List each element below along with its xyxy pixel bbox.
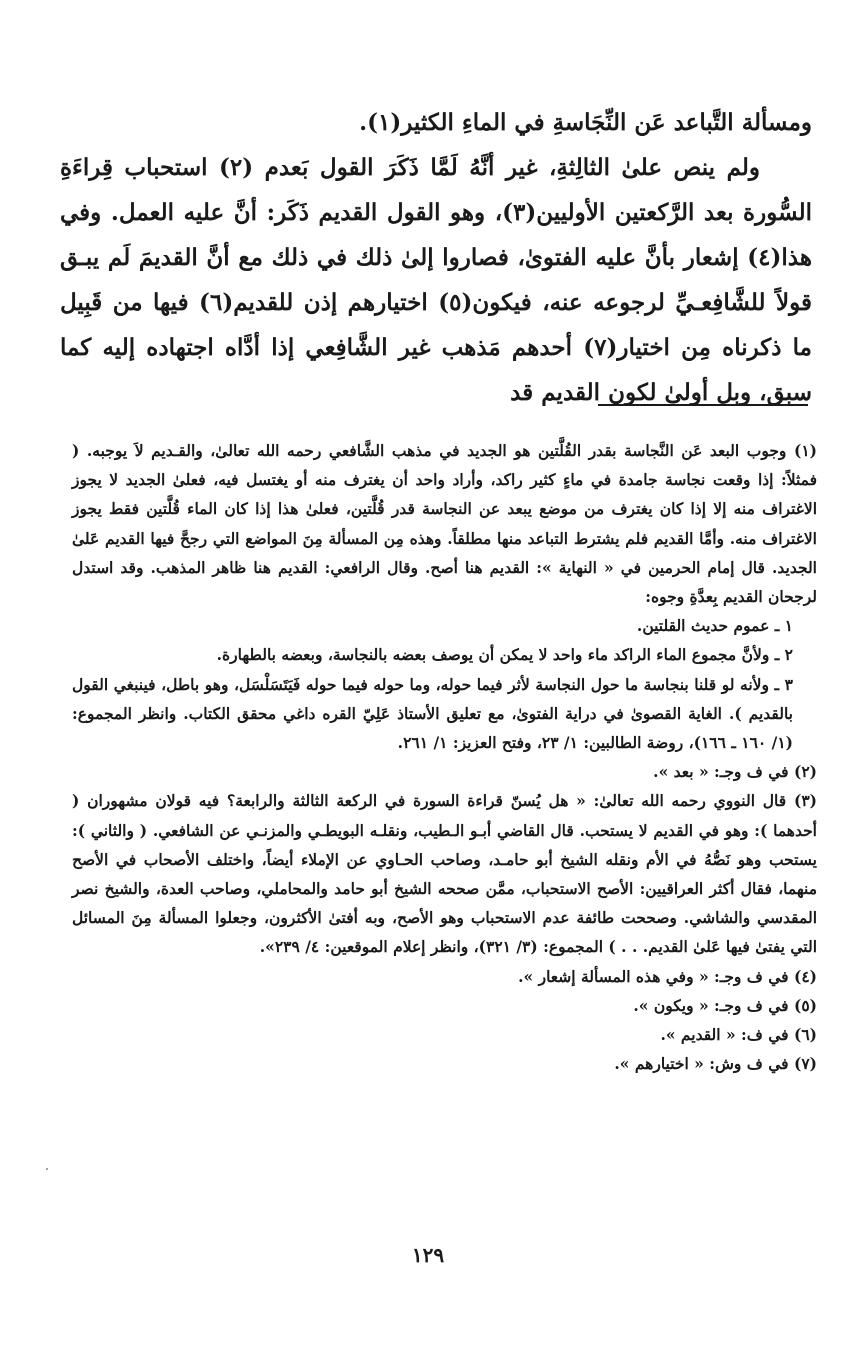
page-number: ١٢٩	[411, 1243, 445, 1267]
body-paragraph-1: ومسألة التَّباعد عَن النِّجَاسةِ في الماءِ الكثير(١).	[359, 109, 812, 136]
footnote-text: في ف وجـ: « ويكون ».	[633, 995, 789, 1015]
scan-speck	[46, 1168, 48, 1170]
body-paragraph-2: ولم ينص علىٰ الثالِثةِ، غير أنَّهُ لَمَّا ذَكَرَ القول بَعدم (٢) استحباب قِراءَةِ السُّورة بعد الرَّكعتين الأوليين(٣)، وهو القول القديم ذَكَر: أنَّ عليه العمل. وفي هذا(٤) إشعار بأنَّ عليه الفتوىٰ، فصاروا إلىٰ ذلك في ذلك مع أنَّ القديمَ لَم يبـق قولاً للشَّافِعـيِّ لرجوعه عنه، فيكون(٥) اختيارهم إذن للقديم(٦) فيها من قَبِيل ما ذكرناه مِن اختيار(٧) أحدهم مَذهب غير الشَّافِعي إذا أدَّاه اجتهاده إليه كما سبق، وبل أولىٰ لكون القديم قد	[60, 154, 813, 406]
footnotes	[72, 436, 817, 1078]
footnote-7	[72, 1049, 817, 1078]
footnote-6	[72, 1020, 817, 1049]
footnote-list-item: ٢ ـ ولأنَّ مجموع الماء الراكد ماء واحد لا يمكن أن يوصف بعضه بالنجاسة، وبعضه بالطهارة.	[216, 645, 793, 665]
footnote-number: (١)	[793, 441, 817, 460]
footnote-5	[72, 991, 817, 1020]
footnote-text: في ف وجـ: « بعد ».	[653, 762, 789, 782]
footnote-number: (٣)	[794, 791, 818, 811]
footnote-1	[72, 436, 817, 757]
footnote-number: (٥)	[793, 995, 817, 1015]
footnote-text: في ف: « القديم ».	[660, 1025, 789, 1045]
footnote-number: (٦)	[793, 1025, 817, 1045]
footnote-number: (٧)	[793, 1054, 817, 1074]
footnote-text: في ف وش: « اختيارهم ».	[614, 1054, 789, 1074]
footnote-3	[72, 786, 817, 961]
footnote-4	[72, 962, 817, 991]
main-text	[60, 100, 812, 415]
footnote-text: في ف وجـ: « وفي هذه المسألة إشعار ».	[518, 966, 789, 986]
footnote-text: وجوب البعد عَن النَّجاسة بقدر القُلَّتين هو الجديد في مذهب الشَّافعي رحمه الله تعالىٰ، والقـديم لاَ يوجبه. ( فمثلاً: إذا وقعت نجاسة جامدة في ماءٍ كثير راكد، وأراد واحد أن يغترف منه أو يغتسل فيه، فعلىٰ الجديد لا يجوز الاغتراف منه إلا إذا كان يغترف من موضع يبعد عن النجاسة قدر قُلَّتين، فعلىٰ هذا إذا كان الماء قُلَّتين فقط يجوز الاغتراف منه. وأمَّا القديم فلم يشترط التباعد منها مطلقاً. وهذه مِن المسألة مِنَ المواضع التي رجحَّ فيها القديم عَلىٰ الجديد. قال إمام الحرمين في « النهاية »: القديم هنا أصح. وقال الرافعي: القديم هنا ظاهر المذهب. وقد استدل لرجحان القديم بِعدَّةِ وجوه:	[72, 441, 817, 607]
footnote-text: قال النووي رحمه الله تعالىٰ: « هل يُسنّ قراءة السورة في الركعة الثالثة والرابعة؟ فيه قولان مشهوران ( أحدهما ): وهو في القديم لا يستحب. قال القاضي أبـو الـطيب، ونقلـه البويطـي والمزنـي عن الشافعي. ( والثاني ): يستحب وهو نَصُّهُ في الأم ونقله الشيخ أبو حامـد، وصاحب الحـاوي عن الإملاء أيضاً، واختلف الأصحاب في الأصح منهما، فقال أكثر العراقيين: الأصح الاستحباب، ممَّن صححه الشيخ أبو حامد والمحاملي، وصاحب العدة، والشيخ نصر المقدسي والشاشي. وصححت طائفة عدم الاستحباب وهو الأصح، وبه أفتىٰ الأكثرون، وجعلوا المسألة مِنَ المسائل التي يفتىٰ فيها عَلىٰ القديم. . . ) المجموع: (٣/ ٣٢١)، وانظر إعلام الموقعين: ٤/ ٢٣٩».	[72, 791, 817, 957]
footnote-list-item: ٣ ـ ولأنه لو قلنا بنجاسة ما حول النجاسة لأثر فيما حوله، وما حوله فيما حوله فَيَتَسَلْسَل، وهو باطل، فينبغي القول بالقديم ). الغاية القصوىٰ في دراية الفتوىٰ، مع تعليق الأستاذ عَلِيّ القره داغي محقق الكتاب. وانظر المجموع: (١/ ١٦٠ ـ ١٦٦)، روضة الطالبين: ١/ ٢٣، وفتح العزيز: ١/ ٢٦١.	[72, 674, 793, 753]
footnote-separator	[598, 404, 808, 406]
footnote-number: (٢)	[793, 762, 817, 782]
footnote-list-item: ١ ـ عموم حديث القلتين.	[636, 616, 793, 636]
footnote-number: (٤)	[793, 966, 817, 986]
footnote-2	[72, 757, 817, 786]
